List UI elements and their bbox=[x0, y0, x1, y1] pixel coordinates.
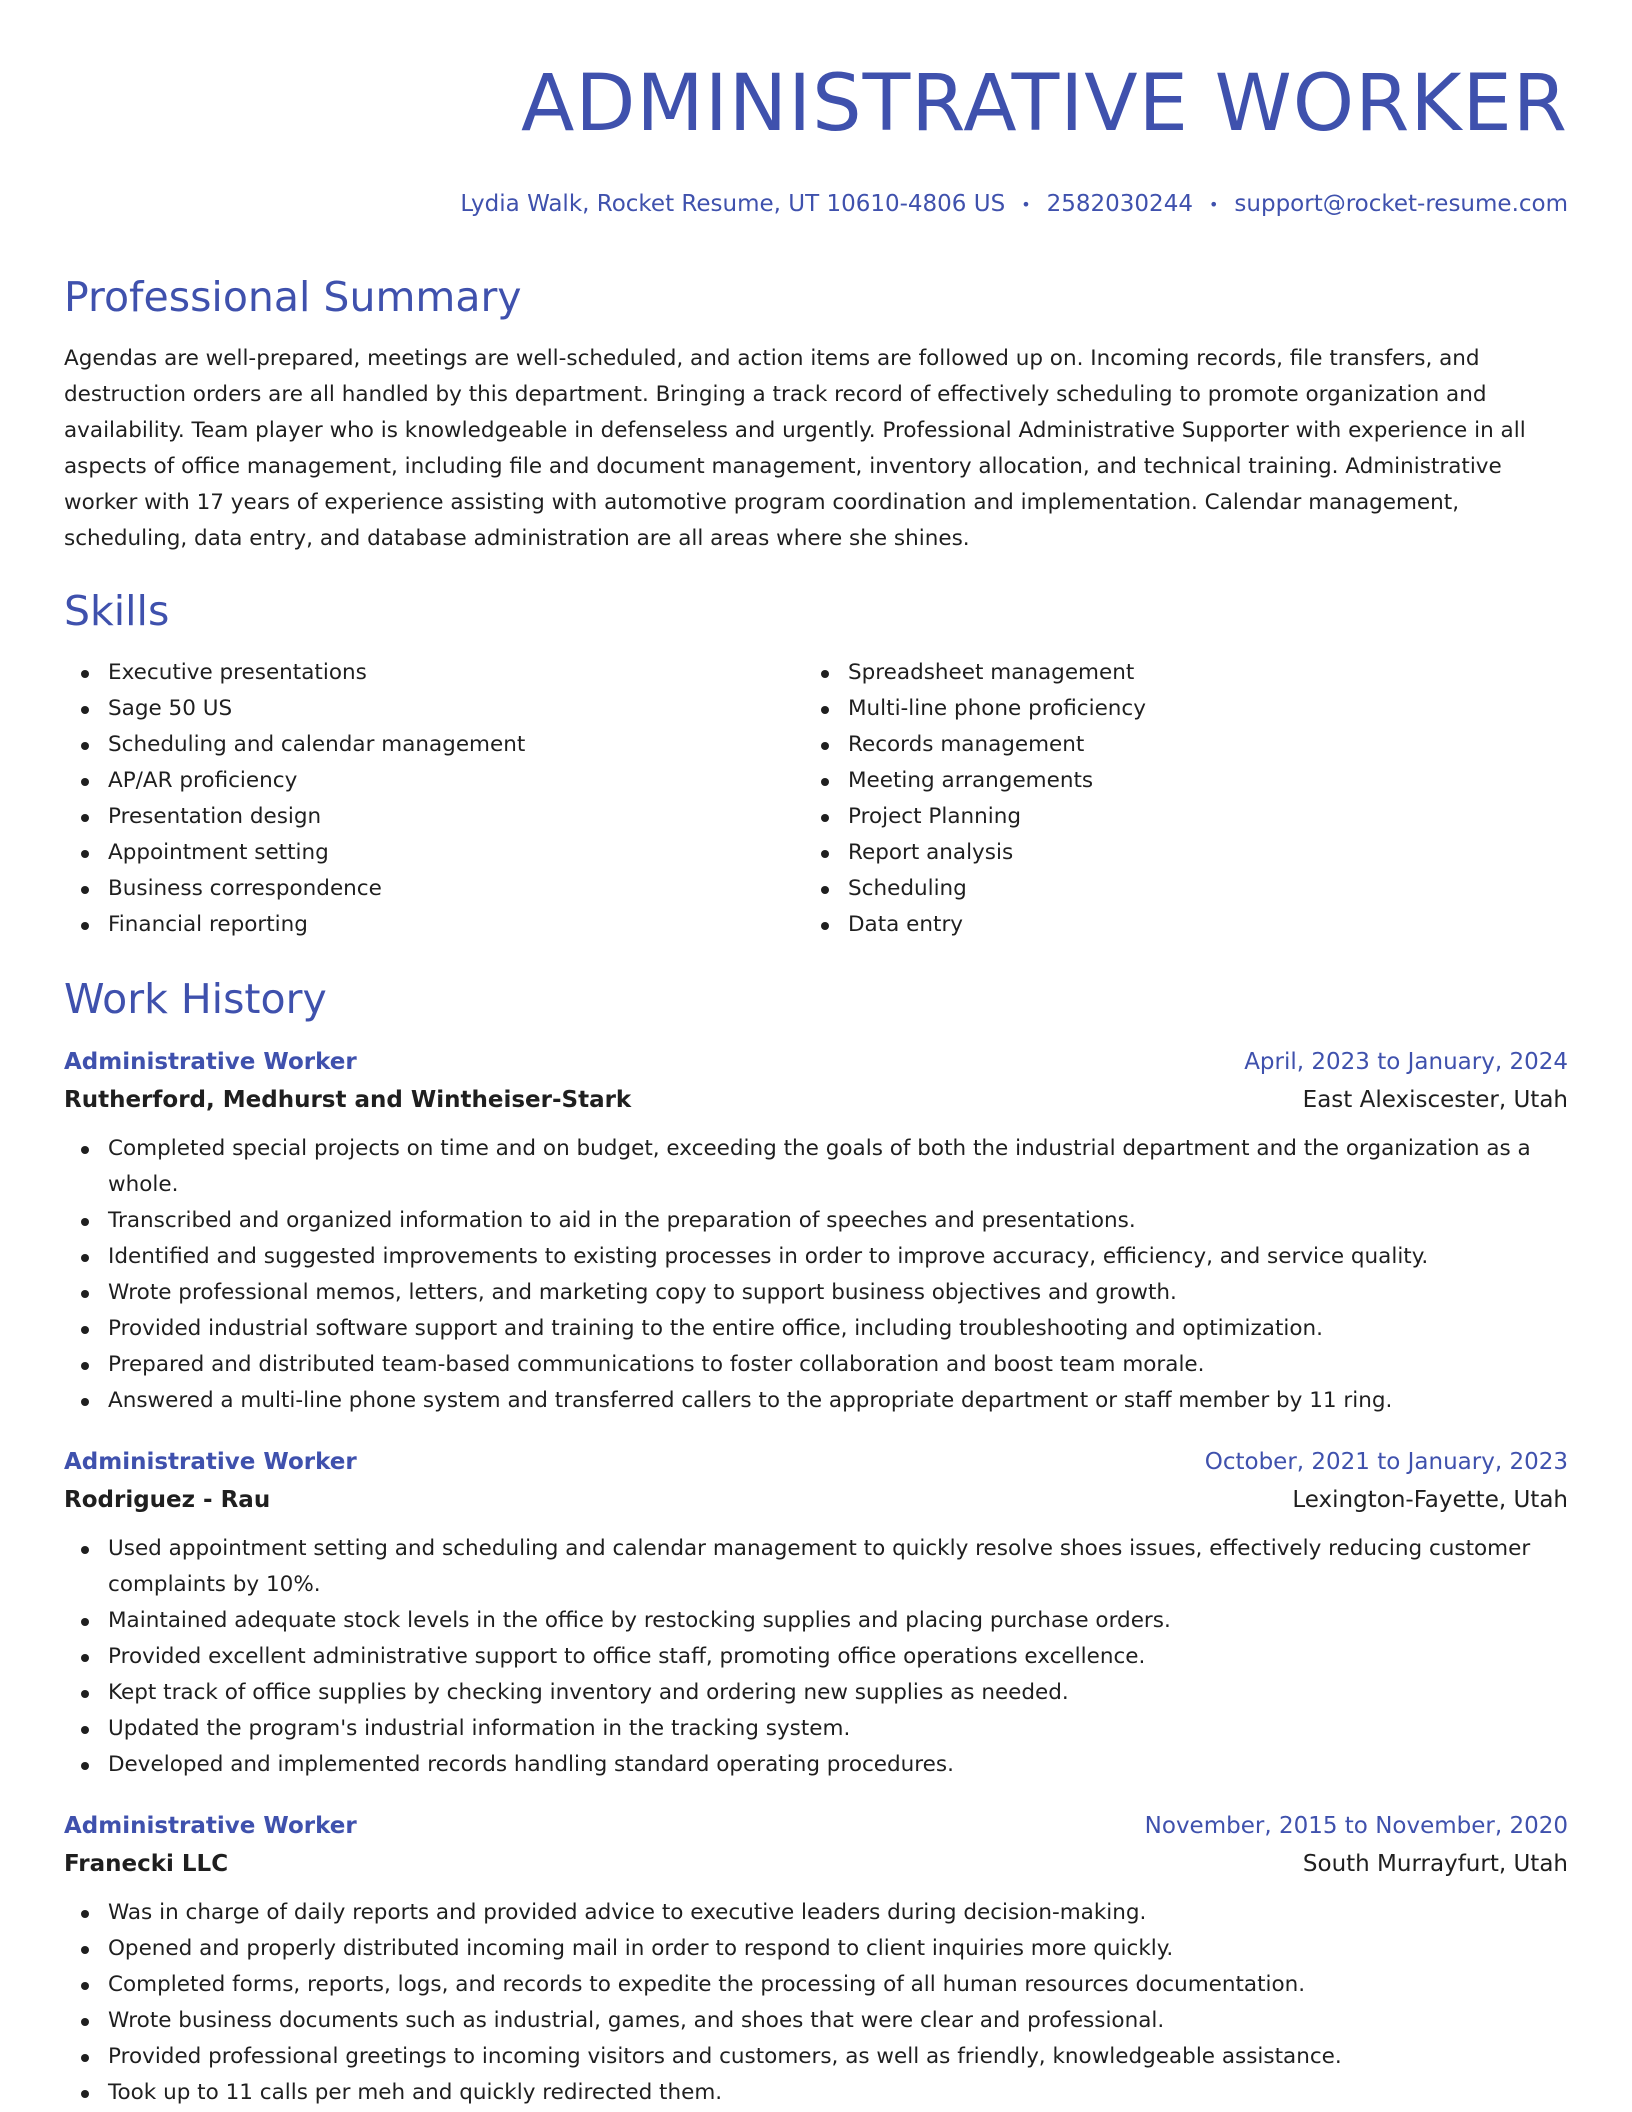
job-bullet: Was in charge of daily reports and provided advice to executive leaders during decision-making. bbox=[64, 1895, 1568, 1931]
job-company-row bbox=[64, 1845, 1568, 1883]
contact-email: support@rocket-resume.com bbox=[1234, 191, 1568, 217]
skill-item: Business correspondence bbox=[64, 871, 804, 907]
job-bullet: Maintained adequate stock levels in the office by restocking supplies and placing purchase orders. bbox=[64, 1603, 1568, 1639]
job-location: South Murrayfurt, Utah bbox=[1302, 1850, 1568, 1877]
skills-heading: Skills bbox=[64, 586, 170, 635]
skill-item: Presentation design bbox=[64, 799, 804, 835]
skill-item: Appointment setting bbox=[64, 835, 804, 871]
summary-heading: Professional Summary bbox=[64, 272, 522, 321]
skill-item: Financial reporting bbox=[64, 907, 804, 943]
job-bullet: Took up to 11 calls per meh and quickly redirected them. bbox=[64, 2075, 1568, 2111]
job-company: Rutherford, Medhurst and Wintheiser-Stark bbox=[64, 1086, 632, 1113]
job-entry bbox=[64, 1043, 1568, 1419]
job-bullet: Identified and suggested improvements to existing processes in order to improve accuracy, efficiency, and service quality. bbox=[64, 1239, 1568, 1275]
document-title: ADMINISTRATIVE WORKER bbox=[521, 59, 1568, 149]
job-bullets bbox=[64, 1131, 1568, 1419]
job-bullet: Completed special projects on time and on budget, exceeding the goals of both the industrial department and the organization as a whole. bbox=[64, 1131, 1568, 1203]
job-bullet: Answered a multi-line phone system and transferred callers to the appropriate department or staff member by 11 ring. bbox=[64, 1383, 1568, 1419]
skill-item: Report analysis bbox=[804, 835, 1544, 871]
job-company-row bbox=[64, 1081, 1568, 1119]
skill-item: AP/AR proficiency bbox=[64, 763, 804, 799]
work-history-heading: Work History bbox=[64, 974, 327, 1023]
job-bullets bbox=[64, 1895, 1568, 2111]
job-bullet: Opened and properly distributed incoming mail in order to respond to client inquiries more quickly. bbox=[64, 1931, 1568, 1967]
job-title: Administrative Worker bbox=[64, 1048, 357, 1075]
skill-item: Scheduling and calendar management bbox=[64, 727, 804, 763]
contact-separator: • bbox=[1208, 194, 1219, 214]
skill-item: Scheduling bbox=[804, 871, 1544, 907]
job-dates: October, 2021 to January, 2023 bbox=[1204, 1448, 1568, 1475]
job-bullets bbox=[64, 1531, 1568, 1783]
skills-list bbox=[64, 655, 1568, 943]
job-company: Franecki LLC bbox=[64, 1850, 229, 1877]
skill-item: Data entry bbox=[804, 907, 1544, 943]
job-bullet: Completed forms, reports, logs, and records to expedite the processing of all human resources documentation. bbox=[64, 1967, 1568, 2003]
job-entry bbox=[64, 1807, 1568, 2111]
job-bullet: Transcribed and organized information to aid in the preparation of speeches and presentations. bbox=[64, 1203, 1568, 1239]
skill-item: Project Planning bbox=[804, 799, 1544, 835]
job-entry bbox=[64, 1443, 1568, 1783]
job-header-row bbox=[64, 1043, 1568, 1081]
job-bullet: Updated the program's industrial information in the tracking system. bbox=[64, 1711, 1568, 1747]
job-header-row bbox=[64, 1443, 1568, 1481]
job-title: Administrative Worker bbox=[64, 1812, 357, 1839]
job-dates: April, 2023 to January, 2024 bbox=[1244, 1048, 1568, 1075]
job-company: Rodriguez - Rau bbox=[64, 1486, 271, 1513]
resume-header bbox=[64, 0, 1568, 221]
job-bullet: Developed and implemented records handling standard operating procedures. bbox=[64, 1747, 1568, 1783]
skill-item: Sage 50 US bbox=[64, 691, 804, 727]
job-dates: November, 2015 to November, 2020 bbox=[1144, 1812, 1568, 1839]
skills-column-right bbox=[804, 655, 1544, 943]
job-bullet: Wrote professional memos, letters, and marketing copy to support business objectives and growth. bbox=[64, 1275, 1568, 1311]
job-bullet: Kept track of office supplies by checking inventory and ordering new supplies as needed. bbox=[64, 1675, 1568, 1711]
job-title: Administrative Worker bbox=[64, 1448, 357, 1475]
summary-text: Agendas are well-prepared, meetings are well-scheduled, and action items are followed up on. Incoming records, file transfers, and destruction orders are all handled by this department. Bringing a track record of effectively scheduling to promote organization and availability. Team player who is knowledgeable in defenseless and urgently. Professional Administrative Supporter with experience in all aspects of office management, including file and document management, inventory allocation, and technical training. Administrative worker with 17 years of experience assisting with automotive program coordination and implementation. Calendar management, scheduling, data entry, and database administration are all areas where she shines. bbox=[64, 345, 1526, 551]
job-location: Lexington-Fayette, Utah bbox=[1292, 1486, 1568, 1513]
contact-address: Lydia Walk, Rocket Resume, UT 10610-4806 US bbox=[460, 191, 1006, 217]
job-bullet: Prepared and distributed team-based communications to foster collaboration and boost team morale. bbox=[64, 1347, 1568, 1383]
skill-item: Meeting arrangements bbox=[804, 763, 1544, 799]
job-location: East Alexiscester, Utah bbox=[1302, 1086, 1568, 1113]
skill-item: Spreadsheet management bbox=[804, 655, 1544, 691]
skill-item: Records management bbox=[804, 727, 1544, 763]
job-bullet: Provided professional greetings to incoming visitors and customers, as well as friendly, knowledgeable assistance. bbox=[64, 2039, 1568, 2075]
job-company-row bbox=[64, 1481, 1568, 1519]
job-header-row bbox=[64, 1807, 1568, 1845]
contact-line bbox=[64, 188, 1568, 221]
contact-phone: 2582030244 bbox=[1046, 191, 1193, 217]
skill-item: Multi-line phone proficiency bbox=[804, 691, 1544, 727]
job-bullet: Wrote business documents such as industrial, games, and shoes that were clear and professional. bbox=[64, 2003, 1568, 2039]
job-bullet: Provided excellent administrative support to office staff, promoting office operations excellence. bbox=[64, 1639, 1568, 1675]
skills-column-left bbox=[64, 655, 804, 943]
contact-separator: • bbox=[1021, 194, 1031, 214]
job-bullet: Provided industrial software support and training to the entire office, including troubleshooting and optimization. bbox=[64, 1311, 1568, 1347]
skill-item: Executive presentations bbox=[64, 655, 804, 691]
job-bullet: Used appointment setting and scheduling and calendar management to quickly resolve shoes issues, effectively reducing customer complaints by 10%. bbox=[64, 1531, 1568, 1603]
